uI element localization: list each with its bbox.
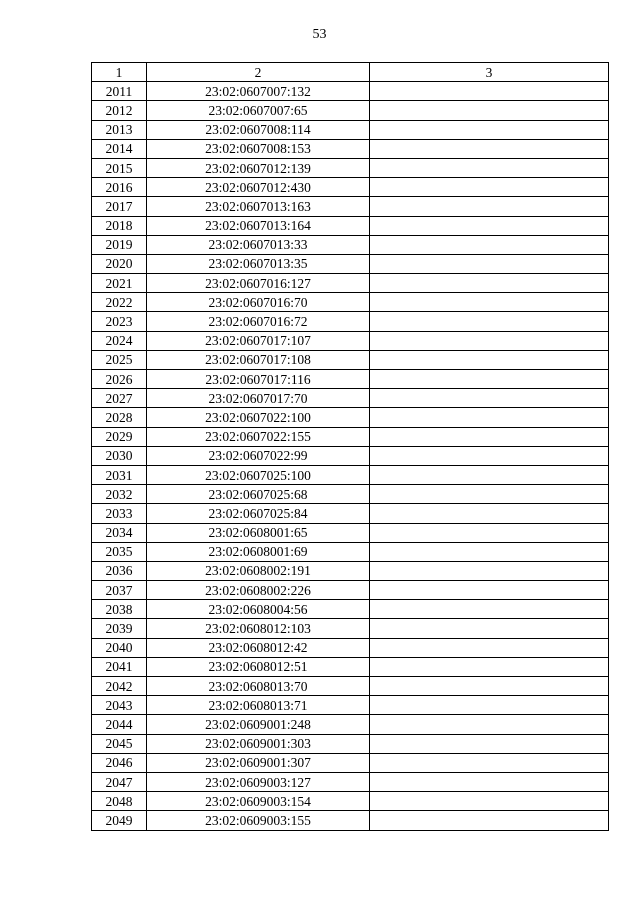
cadastral-number-cell: 23:02:0609001:307 (147, 753, 370, 772)
notes-cell (370, 792, 609, 811)
row-number-cell: 2016 (92, 178, 147, 197)
table-row (92, 619, 609, 638)
row-number-cell: 2045 (92, 734, 147, 753)
table-row (92, 734, 609, 753)
notes-cell (370, 715, 609, 734)
table-row (92, 753, 609, 772)
header-row (92, 63, 609, 82)
notes-cell (370, 254, 609, 273)
row-number-cell: 2012 (92, 101, 147, 120)
cadastral-number-cell: 23:02:0607007:65 (147, 101, 370, 120)
table-row (92, 370, 609, 389)
cadastral-number-cell: 23:02:0608002:191 (147, 561, 370, 580)
cadastral-number-cell: 23:02:0607022:100 (147, 408, 370, 427)
row-number-cell: 2025 (92, 350, 147, 369)
table-row (92, 274, 609, 293)
notes-cell (370, 753, 609, 772)
row-number-cell: 2048 (92, 792, 147, 811)
notes-cell (370, 331, 609, 350)
notes-cell (370, 101, 609, 120)
notes-cell (370, 523, 609, 542)
notes-cell (370, 696, 609, 715)
table-row (92, 772, 609, 791)
table-body (92, 82, 609, 830)
cadastral-number-cell: 23:02:0609003:155 (147, 811, 370, 830)
notes-cell (370, 581, 609, 600)
row-number-cell: 2046 (92, 753, 147, 772)
notes-cell (370, 139, 609, 158)
row-number-cell: 2013 (92, 120, 147, 139)
cadastral-number-cell: 23:02:0608001:69 (147, 542, 370, 561)
cadastral-number-cell: 23:02:0607016:127 (147, 274, 370, 293)
cadastral-number-cell: 23:02:0607008:153 (147, 139, 370, 158)
row-number-cell: 2027 (92, 389, 147, 408)
table-row (92, 677, 609, 696)
notes-cell (370, 446, 609, 465)
table-row (92, 120, 609, 139)
row-number-cell: 2030 (92, 446, 147, 465)
row-number-cell: 2020 (92, 254, 147, 273)
table-row (92, 638, 609, 657)
table-row (92, 350, 609, 369)
cadastral-table (91, 62, 609, 831)
cadastral-number-cell: 23:02:0607022:155 (147, 427, 370, 446)
row-number-cell: 2026 (92, 370, 147, 389)
cadastral-number-cell: 23:02:0607013:35 (147, 254, 370, 273)
notes-cell (370, 82, 609, 101)
cadastral-number-cell: 23:02:0609001:248 (147, 715, 370, 734)
notes-cell (370, 600, 609, 619)
row-number-cell: 2022 (92, 293, 147, 312)
row-number-cell: 2024 (92, 331, 147, 350)
table-row (92, 408, 609, 427)
cadastral-number-cell: 23:02:0607008:114 (147, 120, 370, 139)
cadastral-number-cell: 23:02:0607022:99 (147, 446, 370, 465)
table-row (92, 389, 609, 408)
notes-cell (370, 389, 609, 408)
table-row (92, 254, 609, 273)
row-number-cell: 2032 (92, 485, 147, 504)
notes-cell (370, 293, 609, 312)
notes-cell (370, 561, 609, 580)
table-row (92, 312, 609, 331)
table-row (92, 331, 609, 350)
table-row (92, 792, 609, 811)
table-row (92, 178, 609, 197)
table-row (92, 465, 609, 484)
notes-cell (370, 542, 609, 561)
notes-cell (370, 811, 609, 830)
cadastral-number-cell: 23:02:0608002:226 (147, 581, 370, 600)
row-number-cell: 2029 (92, 427, 147, 446)
notes-cell (370, 734, 609, 753)
table-row (92, 523, 609, 542)
notes-cell (370, 772, 609, 791)
notes-cell (370, 638, 609, 657)
cadastral-number-cell: 23:02:0607007:132 (147, 82, 370, 101)
table-row (92, 504, 609, 523)
notes-cell (370, 312, 609, 331)
row-number-cell: 2018 (92, 216, 147, 235)
notes-cell (370, 178, 609, 197)
cadastral-number-cell: 23:02:0608013:70 (147, 677, 370, 696)
cadastral-number-cell: 23:02:0608004:56 (147, 600, 370, 619)
row-number-cell: 2039 (92, 619, 147, 638)
row-number-cell: 2040 (92, 638, 147, 657)
table-row (92, 82, 609, 101)
cadastral-number-cell: 23:02:0607025:84 (147, 504, 370, 523)
row-number-cell: 2041 (92, 657, 147, 676)
row-number-cell: 2033 (92, 504, 147, 523)
cadastral-number-cell: 23:02:0607025:100 (147, 465, 370, 484)
row-number-cell: 2038 (92, 600, 147, 619)
notes-cell (370, 274, 609, 293)
row-number-cell: 2011 (92, 82, 147, 101)
row-number-cell: 2023 (92, 312, 147, 331)
cadastral-number-cell: 23:02:0608013:71 (147, 696, 370, 715)
row-number-cell: 2017 (92, 197, 147, 216)
cadastral-number-cell: 23:02:0607016:70 (147, 293, 370, 312)
table-row (92, 235, 609, 254)
table-row (92, 561, 609, 580)
row-number-cell: 2044 (92, 715, 147, 734)
notes-cell (370, 370, 609, 389)
row-number-cell: 2021 (92, 274, 147, 293)
notes-cell (370, 350, 609, 369)
notes-cell (370, 120, 609, 139)
table-row (92, 139, 609, 158)
row-number-cell: 2028 (92, 408, 147, 427)
table-row (92, 216, 609, 235)
notes-cell (370, 465, 609, 484)
row-number-cell: 2035 (92, 542, 147, 561)
notes-cell (370, 427, 609, 446)
cadastral-number-cell: 23:02:0607013:33 (147, 235, 370, 254)
row-number-cell: 2037 (92, 581, 147, 600)
cadastral-number-cell: 23:02:0607013:163 (147, 197, 370, 216)
table-row (92, 446, 609, 465)
table-row (92, 101, 609, 120)
table-row (92, 197, 609, 216)
table-row (92, 293, 609, 312)
cadastral-number-cell: 23:02:0608001:65 (147, 523, 370, 542)
notes-cell (370, 235, 609, 254)
cadastral-number-cell: 23:02:0607017:108 (147, 350, 370, 369)
notes-cell (370, 504, 609, 523)
notes-cell (370, 485, 609, 504)
cadastral-number-cell: 23:02:0607017:70 (147, 389, 370, 408)
table-row (92, 811, 609, 830)
cadastral-number-cell: 23:02:0609001:303 (147, 734, 370, 753)
cadastral-number-cell: 23:02:0608012:51 (147, 657, 370, 676)
table-row (92, 542, 609, 561)
row-number-cell: 2049 (92, 811, 147, 830)
table-row (92, 600, 609, 619)
row-number-cell: 2014 (92, 139, 147, 158)
row-number-cell: 2019 (92, 235, 147, 254)
row-number-cell: 2043 (92, 696, 147, 715)
cadastral-number-cell: 23:02:0608012:42 (147, 638, 370, 657)
table-header (92, 63, 609, 82)
page-number: 53 (312, 27, 327, 42)
notes-cell (370, 158, 609, 177)
row-number-cell: 2034 (92, 523, 147, 542)
cadastral-number-cell: 23:02:0607013:164 (147, 216, 370, 235)
notes-cell (370, 619, 609, 638)
notes-cell (370, 216, 609, 235)
cadastral-number-cell: 23:02:0607016:72 (147, 312, 370, 331)
table-row (92, 485, 609, 504)
table-row (92, 715, 609, 734)
notes-cell (370, 408, 609, 427)
cadastral-number-cell: 23:02:0609003:127 (147, 772, 370, 791)
cadastral-number-cell: 23:02:0607012:430 (147, 178, 370, 197)
cadastral-number-cell: 23:02:0607017:116 (147, 370, 370, 389)
table-row (92, 427, 609, 446)
row-number-cell: 2036 (92, 561, 147, 580)
row-number-cell: 2031 (92, 465, 147, 484)
table-row (92, 158, 609, 177)
notes-cell (370, 197, 609, 216)
notes-cell (370, 677, 609, 696)
cadastral-number-cell: 23:02:0608012:103 (147, 619, 370, 638)
column-header-3: 3 (370, 63, 609, 82)
row-number-cell: 2047 (92, 772, 147, 791)
row-number-cell: 2015 (92, 158, 147, 177)
row-number-cell: 2042 (92, 677, 147, 696)
table-row (92, 657, 609, 676)
table-row (92, 581, 609, 600)
table-row (92, 696, 609, 715)
notes-cell (370, 657, 609, 676)
cadastral-number-cell: 23:02:0607017:107 (147, 331, 370, 350)
column-header-2: 2 (147, 63, 370, 82)
cadastral-number-cell: 23:02:0607025:68 (147, 485, 370, 504)
cadastral-number-cell: 23:02:0607012:139 (147, 158, 370, 177)
column-header-1: 1 (92, 63, 147, 82)
cadastral-number-cell: 23:02:0609003:154 (147, 792, 370, 811)
